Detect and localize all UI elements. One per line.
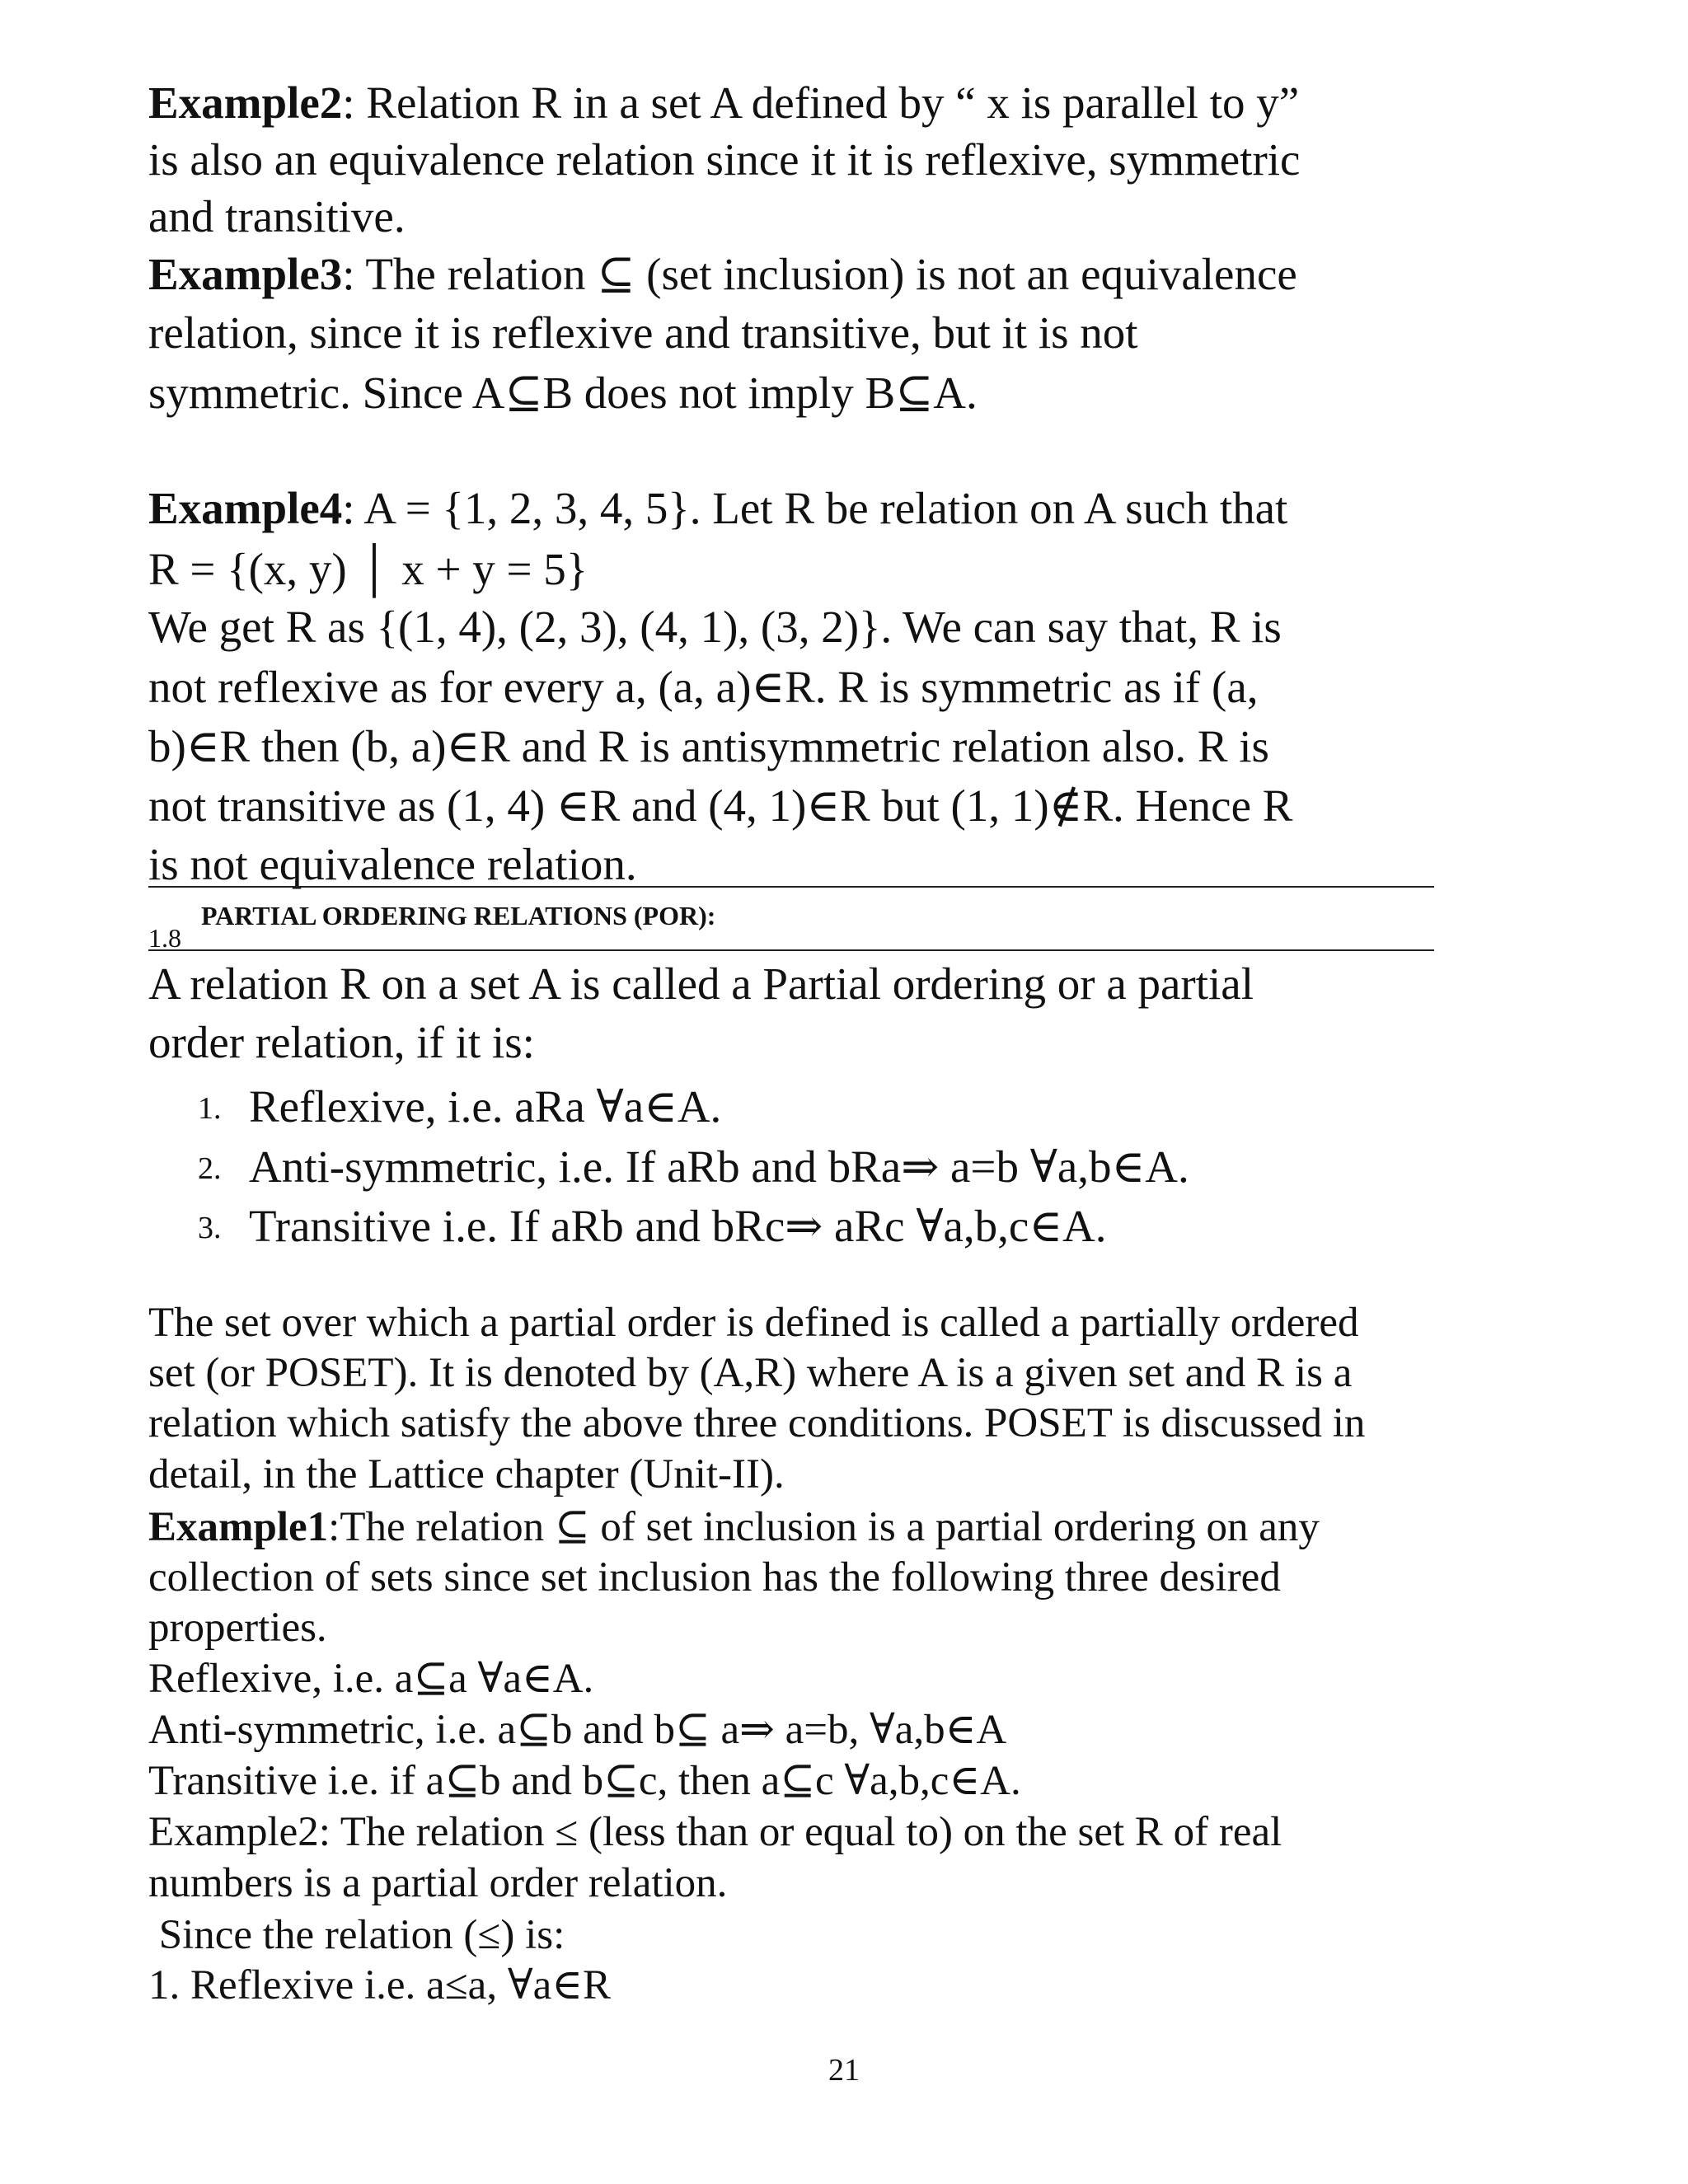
example4-line-5: b)∈R then (b, a)∈R and R is antisymmetric relation also. R is bbox=[148, 721, 1269, 771]
example3-text: : The relation ⊆ (set inclusion) is not an equivalence bbox=[342, 249, 1297, 299]
example2-line-1 bbox=[148, 77, 1300, 128]
por-example1-line-5: Anti-symmetric, i.e. a⊆b and b⊆ a⇒ a=b, ∀a,b∈A bbox=[148, 1707, 1007, 1753]
property-1-text: Reflexive, i.e. aRa ∀a∈A. bbox=[249, 1081, 722, 1132]
definition-line-1: A relation R on a set A is called a Partial ordering or a partial bbox=[148, 958, 1254, 1009]
property-1-number: 1. bbox=[198, 1091, 222, 1126]
por-example2-line-4: 1. Reflexive i.e. a≤a, ∀a∈R bbox=[148, 1962, 611, 2008]
page-number: 21 bbox=[828, 2053, 860, 2088]
example2-text: : Relation R in a set A defined by “ x is parallel to y” bbox=[342, 77, 1300, 128]
section-bottom-rule bbox=[148, 949, 1434, 951]
poset-line-2: set (or POSET). It is denoted by (A,R) where A is a given set and R is a bbox=[148, 1350, 1353, 1396]
example4-text: : A = {1, 2, 3, 4, 5}. Let R be relation on A such that bbox=[342, 483, 1288, 533]
example4-line-2: R = {(x, y) │ x + y = 5} bbox=[148, 544, 588, 594]
poset-line-4: detail, in the Lattice chapter (Unit-II). bbox=[148, 1451, 785, 1497]
example2-label: Example2 bbox=[148, 77, 343, 128]
section-top-rule bbox=[148, 886, 1434, 888]
property-3-number: 3. bbox=[198, 1211, 222, 1245]
por-example1-line-3: properties. bbox=[148, 1605, 327, 1651]
example3-line-3: symmetric. Since A⊆B does not imply B⊆A. bbox=[148, 368, 978, 418]
example4-line-7: is not equivalence relation. bbox=[148, 839, 637, 889]
por-example1-line-6: Transitive i.e. if a⊆b and b⊆c, then a⊆c ∀a,b,c∈A. bbox=[148, 1758, 1021, 1804]
example2-line-2: is also an equivalence relation since it it is reflexive, symmetric bbox=[148, 134, 1301, 185]
example4-line-3: We get R as {(1, 4), (2, 3), (4, 1), (3, 2)}. We can say that, R is bbox=[148, 602, 1282, 652]
por-example2-line-2: numbers is a partial order relation. bbox=[148, 1860, 728, 1906]
por-example1-line-4: Reflexive, i.e. a⊆a ∀a∈A. bbox=[148, 1656, 594, 1702]
poset-line-3: relation which satisfy the above three conditions. POSET is discussed in bbox=[148, 1400, 1366, 1446]
por-example1-line-1 bbox=[148, 1504, 1320, 1550]
section-title: PARTIAL ORDERING RELATIONS (POR): bbox=[201, 901, 716, 930]
property-2-text: Anti-symmetric, i.e. If aRb and bRa⇒ a=b ∀a,b∈A. bbox=[249, 1141, 1189, 1192]
property-2-number: 2. bbox=[198, 1151, 222, 1186]
example3-line-2: relation, since it is reflexive and transitive, but it is not bbox=[148, 307, 1138, 358]
example2-line-3: and transitive. bbox=[148, 191, 406, 241]
property-3-text: Transitive i.e. If aRb and bRc⇒ aRc ∀a,b,c∈A. bbox=[249, 1201, 1107, 1251]
por-example2-line-1: Example2: The relation ≤ (less than or equal to) on the set R of real bbox=[148, 1809, 1282, 1855]
example4-label: Example4 bbox=[148, 483, 343, 533]
example4-line-6: not transitive as (1, 4) ∈R and (4, 1)∈R but (1, 1)∉R. Hence R bbox=[148, 780, 1293, 831]
example3-line-1 bbox=[148, 251, 1297, 297]
por-example2-line-3: Since the relation (≤) is: bbox=[148, 1912, 565, 1958]
poset-line-1: The set over which a partial order is defined is called a partially ordered bbox=[148, 1300, 1359, 1346]
por-example1-line-2: collection of sets since set inclusion has the following three desired bbox=[148, 1554, 1281, 1601]
por-example1-text: :The relation ⊆ of set inclusion is a partial ordering on any bbox=[328, 1504, 1320, 1550]
section-number: 1.8 bbox=[148, 923, 181, 953]
example3-label: Example3 bbox=[148, 249, 343, 299]
por-example1-label: Example1 bbox=[148, 1504, 329, 1550]
definition-line-2: order relation, if it is: bbox=[148, 1017, 535, 1067]
example4-line-1 bbox=[148, 485, 1287, 531]
example4-line-4: not reflexive as for every a, (a, a)∈R. R is symmetric as if (a, bbox=[148, 662, 1259, 712]
